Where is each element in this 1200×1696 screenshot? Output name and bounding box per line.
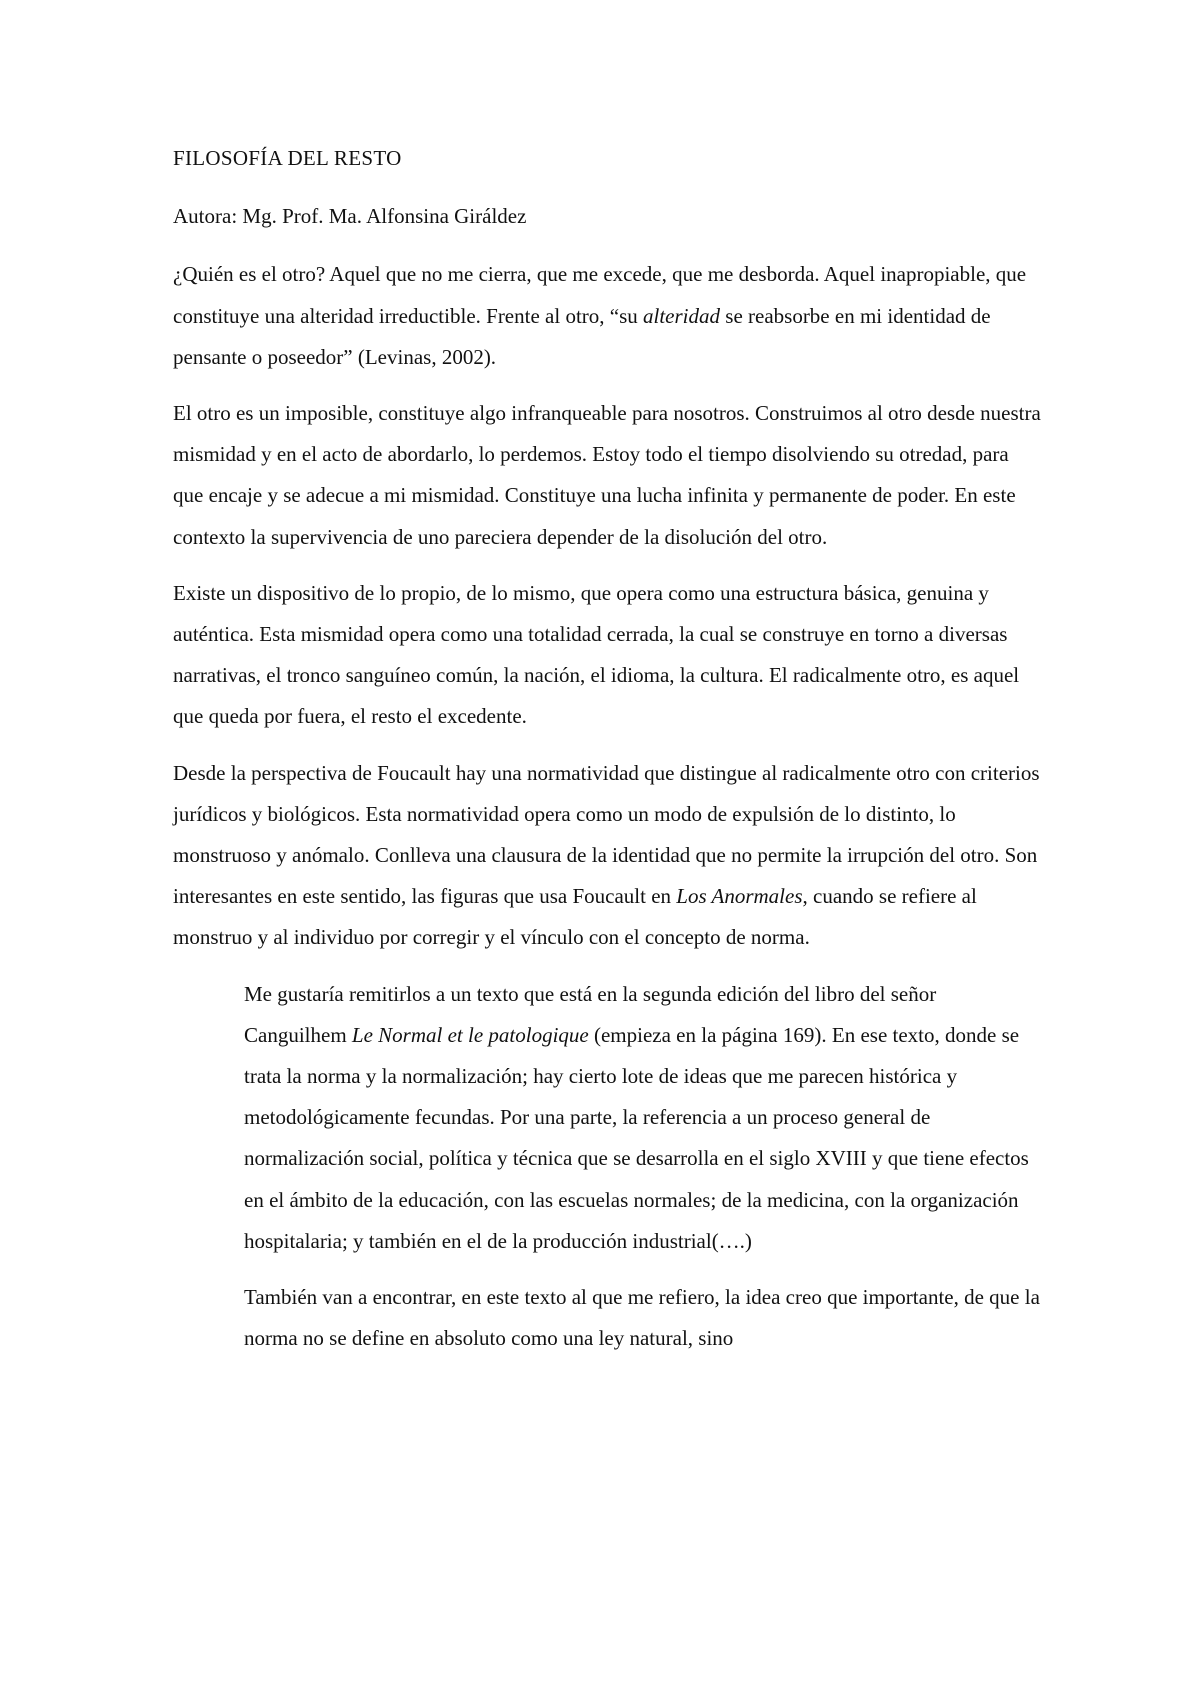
paragraph-1-text-a: ¿Quién es el otro? Aquel que no me cierra, que me excede, que me desborda. Aquel inapropiable, que constituye una alteridad irreductible. Frente al otro, “su — [173, 262, 1027, 328]
paragraph-4-emphasis: Los Anormales — [676, 884, 803, 909]
document-page — [173, 138, 1043, 1374]
block-quote-1-text-b: (empieza en la página 169). En ese texto, donde se trata la norma y la normalización; hay cierto lote de ideas que me parecen histórica y metodológicamente fecundas. Por una parte, la referencia a un proceso general de normalización social, política y técnica que se desarrolla en el siglo XVIII y que tiene efectos en el ámbito de la educación, con las escuelas normales; de la medicina, con la organización hospitalaria; y también en el de la producción industrial(….) — [244, 1022, 1029, 1253]
paragraph-3: Existe un dispositivo de lo propio, de lo mismo, que opera como una estructura básica, genuina y auténtica. Esta mismidad opera como una totalidad cerrada, la cual se construye en torno a diversas narrativas, el tronco sanguíneo común, la nación, el idioma, la cultura. El radicalmente otro, es aquel que queda por fuera, el resto el excedente. — [173, 580, 1020, 729]
block-quote-1-emphasis: Le Normal et le patologique — [351, 1022, 589, 1047]
block-quote-2: También van a encontrar, en este texto al que me refiero, la idea creo que importante, de que la norma no se define en absoluto como una ley natural, sino — [244, 1285, 1040, 1351]
paragraph-1-emphasis: alteridad — [643, 303, 721, 328]
paragraph-1-text-b: se reabsorbe en mi identidad de pensante o poseedor” (Levinas, 2002). — [173, 303, 991, 369]
block-quote-1-text-a: Me gustaría remitirlos a un texto que está en la segunda edición del libro del señor Canguilhem — [244, 981, 937, 1047]
paragraph-1 — [173, 254, 1043, 378]
document-title: FILOSOFÍA DEL RESTO — [173, 146, 402, 170]
paragraph-2: El otro es un imposible, constituye algo infranqueable para nosotros. Construimos al otro desde nuestra mismidad y en el acto de abordarlo, lo perdemos. Estoy todo el tiempo disolviendo su otredad, para que encaje y se adecue a mi mismidad. Constituye una lucha infinita y permanente de poder. En este contexto la supervivencia de uno pareciera depender de la disolución del otro. — [173, 401, 1041, 549]
document-author: Autora: Mg. Prof. Ma. Alfonsina Giráldez — [173, 204, 527, 229]
block-quote-1 — [244, 974, 1043, 1262]
paragraph-4 — [173, 753, 1043, 959]
paragraph-4-text-a: Desde la perspectiva de Foucault hay una normatividad que distingue al radicalmente otro con criterios jurídicos y biológicos. Esta normatividad opera como un modo de expulsión de lo distinto, lo monstruoso y anómalo. Conlleva una clausura de la identidad que no permite la irrupción del otro. Son interesantes en este sentido, las figuras que usa Foucault en — [173, 760, 1040, 909]
paragraph-4-text-b: , cuando se refiere al monstruo y al individuo por corregir y el vínculo con el concepto de norma. — [173, 884, 977, 950]
